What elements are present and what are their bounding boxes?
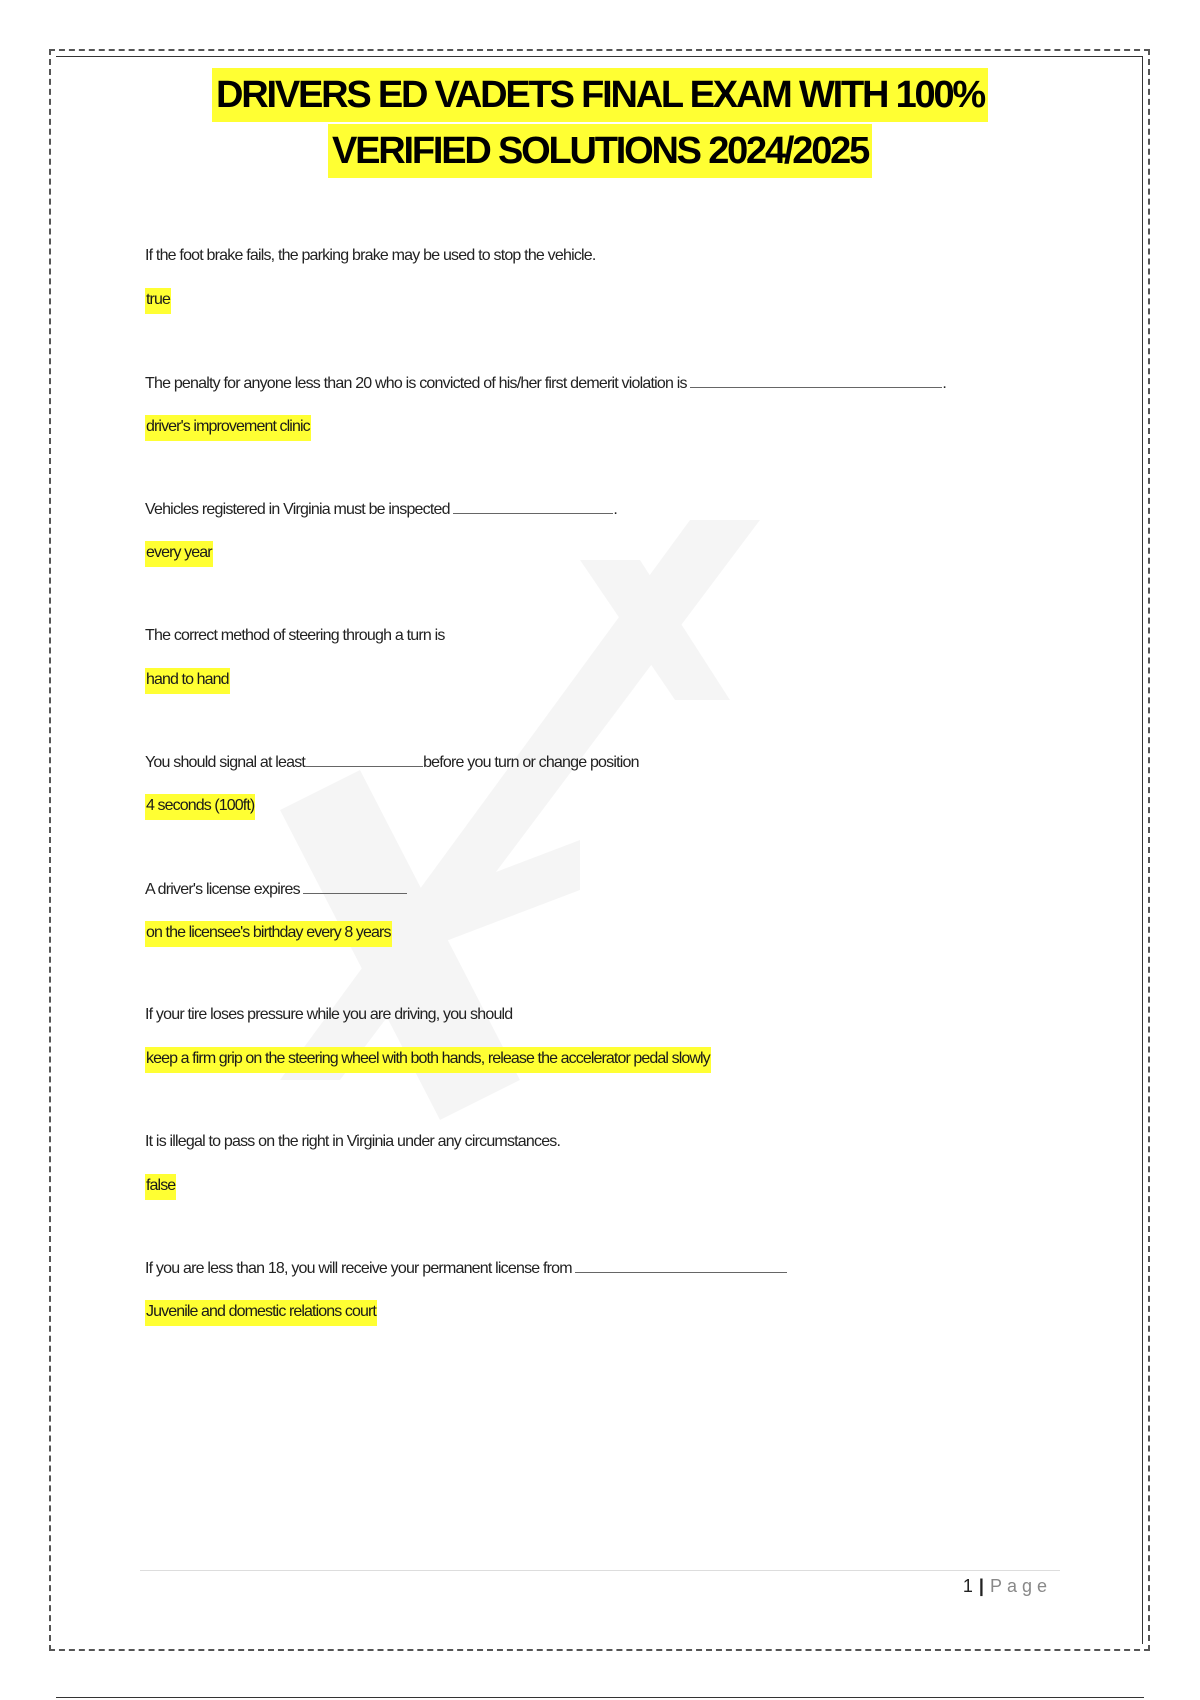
question-text: If you are less than 18, you will receive your permanent license from [145,1260,572,1277]
question [145,1258,787,1279]
document-title [60,68,1140,180]
answer-highlight: 4 seconds (100ft) [145,794,255,820]
question-text: If your tire loses pressure while you are driving, you should [145,1006,513,1023]
question [145,373,946,394]
question [145,1132,560,1152]
question [145,879,407,900]
page-separator: | [978,1576,984,1596]
title-line-1: DRIVERS ED VADETS FINAL EXAM WITH 100% [212,68,988,122]
qa-item-2 [145,367,1045,494]
qa-item-9 [145,1252,1045,1379]
answer-blank [453,499,613,514]
question [145,246,596,266]
answer-blank [575,1258,787,1273]
footer-divider [140,1570,1060,1571]
page-footer [963,1576,1052,1597]
question [145,499,617,520]
answer-highlight: true [145,288,171,314]
page-label: Page [989,1576,1052,1596]
qa-item-7 [145,999,1045,1126]
answer-blank [305,752,423,767]
question [145,1005,512,1025]
question-text-after: before you turn or change position [423,754,639,771]
answer-highlight: keep a firm grip on the steering wheel with both hands, release the accelerator pedal slowly [145,1047,711,1073]
page-number: 1 [962,1576,973,1596]
question [145,752,639,773]
question-text: A driver's license expires [145,880,300,898]
qa-item-4 [145,620,1045,747]
title-line-2: VERIFIED SOLUTIONS 2024/2025 [328,124,872,178]
qa-item-5 [145,746,1045,873]
answer-highlight: Juvenile and domestic relations court [145,1300,377,1326]
answer-highlight: driver's improvement clinic [145,415,311,441]
question-text: It is illegal to pass on the right in Virginia under any circumstances. [145,1132,561,1150]
question-text: You should signal at least [145,754,306,771]
qa-item-8 [145,1126,1045,1253]
answer-highlight: hand to hand [145,668,230,694]
qa-item-3 [145,493,1045,620]
answer-highlight: every year [145,541,213,567]
question-answer-list [145,240,1045,1379]
question-text-after: . [942,374,946,392]
answer-highlight: on the licensee's birthday every 8 years [145,921,392,947]
qa-item-6 [145,873,1045,1000]
answer-highlight: false [145,1174,176,1200]
answer-blank [690,373,942,388]
answer-blank [303,879,407,894]
question-text-after: . [613,501,618,518]
question-text: Vehicles registered in Virginia must be inspected [145,501,450,518]
question-text: If the foot brake fails, the parking brake may be used to stop the vehicle. [145,247,596,264]
question [145,626,445,646]
bottom-divider [56,1697,1144,1698]
question-text: The penalty for anyone less than 20 who is convicted of his/her first demerit violation is [145,374,687,392]
qa-item-1 [145,240,1045,367]
question-text: The correct method of steering through a turn is [145,626,445,644]
